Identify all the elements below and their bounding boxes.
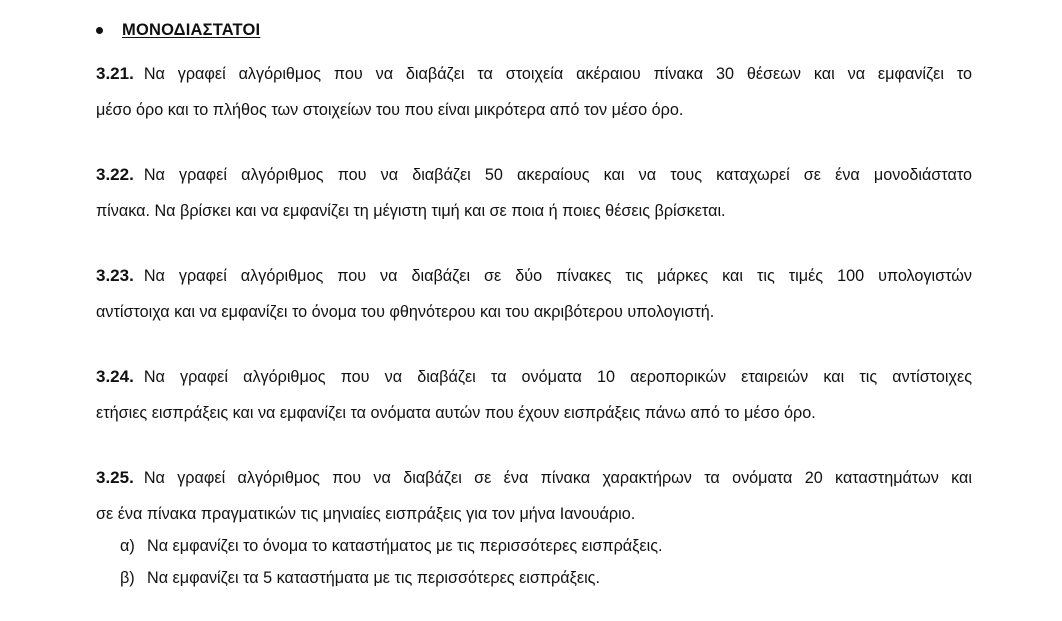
exercise-number: 3.25. <box>96 468 134 487</box>
list-marker: β) <box>120 569 135 587</box>
exercise-number: 3.22. <box>96 165 134 184</box>
list-item-text: Να εμφανίζει το όνομα το καταστήματος με τις περισσότερες εισπράξεις. <box>147 537 663 555</box>
exercise-text-line2: σε ένα πίνακα πραγματικών τις μηνιαίες εισπράξεις για τον μήνα Ιανουάριο. <box>96 505 636 523</box>
exercise-line <box>96 56 972 92</box>
exercise-text-line1: Να γραφεί αλγόριθμος που να διαβάζει τα στοιχεία ακέραιου πίνακα 30 θέσεων και να εμφανίζει το <box>143 65 972 83</box>
exercise-line <box>96 460 972 496</box>
exercise-text-line1: Να γραφεί αλγόριθμος που να διαβάζει σε ένα πίνακα χαρακτήρων τα ονόματα 20 καταστημάτων και <box>143 469 972 487</box>
list-item <box>120 530 663 562</box>
exercise-line <box>96 157 972 193</box>
exercise-number: 3.23. <box>96 266 134 285</box>
exercise-line <box>96 258 972 294</box>
exercise-3-25 <box>96 460 972 532</box>
exercise-text-line2: μέσο όρο και το πλήθος των στοιχείων του που είναι μικρότερα από τον μέσο όρο. <box>96 101 684 119</box>
list-item-text: Να εμφανίζει τα 5 καταστήματα με τις περισσότερες εισπράξεις. <box>147 569 600 587</box>
exercise-text-line1: Να γραφεί αλγόριθμος που να διαβάζει σε δύο πίνακες τις μάρκες και τις τιμές 100 υπολογιστών <box>143 267 972 285</box>
list-marker: α) <box>120 537 135 555</box>
exercise-3-21 <box>96 56 972 128</box>
exercise-text-line1: Να γραφεί αλγόριθμος που να διαβάζει 50 ακεραίους και να τους καταχωρεί σε ένα μονοδιάστατο <box>143 166 972 184</box>
exercise-text-line2: πίνακα. Να βρίσκει και να εμφανίζει τη μέγιστη τιμή και σε ποια ή ποιες θέσεις βρίσκεται. <box>96 202 726 220</box>
bullet-icon <box>96 27 103 34</box>
exercise-text-line2: ετήσιες εισπράξεις και να εμφανίζει τα ονόματα αυτών που έχουν εισπράξεις πάνω από το μέσο όρο. <box>96 404 816 422</box>
exercise-number: 3.24. <box>96 367 134 386</box>
exercise-3-24 <box>96 359 972 431</box>
exercise-3-23 <box>96 258 972 330</box>
exercise-text-line2: αντίστοιχα και να εμφανίζει το όνομα του φθηνότερου και του ακριβότερου υπολογιστή. <box>96 303 715 321</box>
list-item <box>120 562 663 594</box>
exercise-3-22 <box>96 157 972 229</box>
exercise-line <box>96 359 972 395</box>
section-heading <box>96 18 260 42</box>
exercise-text-line1: Να γραφεί αλγόριθμος που να διαβάζει τα ονόματα 10 αεροπορικών εταιρειών και τις αντίστοιχες <box>143 368 972 386</box>
exercise-number: 3.21. <box>96 64 134 83</box>
exercise-3-25-subitems <box>120 530 663 594</box>
section-title: ΜΟΝΟΔΙΑΣΤΑΤΟΙ <box>122 20 261 39</box>
